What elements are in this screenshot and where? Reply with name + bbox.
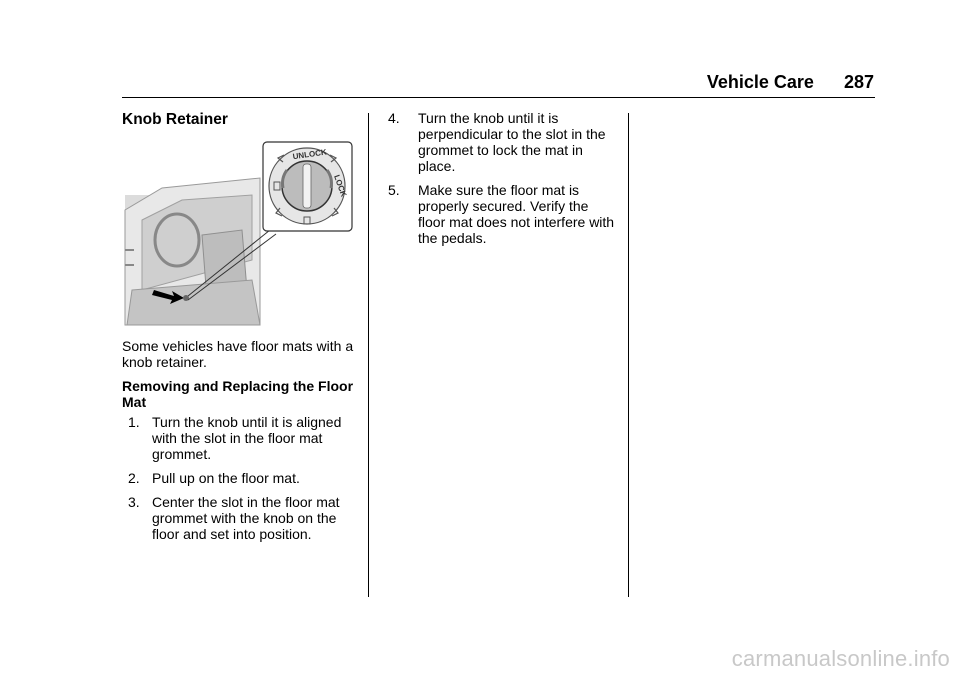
knob-retainer-heading: Knob Retainer bbox=[122, 111, 228, 128]
page-number: 287 bbox=[843, 72, 874, 92]
section-title-header: Vehicle Care bbox=[706, 72, 814, 92]
removing-replacing-subheading: Removing and Replacing the Floor Mat bbox=[122, 378, 354, 410]
list-item: 3. Center the slot in the floor mat grommet with the knob on the floor and set into position. bbox=[128, 494, 340, 542]
steps-list-left bbox=[122, 414, 358, 542]
list-item: 5. Make sure the floor mat is properly secured. Verify the floor mat does not interfere with the pedals. bbox=[388, 182, 615, 246]
middle-column bbox=[388, 110, 618, 254]
list-item: 4. Turn the knob until it is perpendicular to the slot in the grommet to lock the mat in place. bbox=[388, 110, 606, 174]
unlock-label: UNLOCK bbox=[292, 147, 328, 162]
list-item: 1. Turn the knob until it is aligned with the slot in the floor mat grommet. bbox=[128, 414, 342, 462]
intro-paragraph: Some vehicles have floor mats with a knob retainer. bbox=[122, 338, 354, 370]
watermark: carmanualsonline.info bbox=[731, 646, 950, 671]
column-divider-2 bbox=[628, 113, 629, 597]
column-divider-1 bbox=[368, 113, 369, 597]
knob-slot bbox=[303, 164, 311, 208]
floor-mat-knob-retainer-illustration bbox=[122, 140, 354, 328]
left-column bbox=[122, 110, 358, 550]
header-rule bbox=[122, 97, 875, 98]
steps-list-middle bbox=[388, 110, 618, 246]
knob-retainer-figure-icon bbox=[122, 140, 354, 328]
lock-label: LOCK bbox=[332, 173, 349, 198]
list-item: 2. Pull up on the floor mat. bbox=[128, 470, 300, 486]
page-header bbox=[707, 72, 874, 93]
